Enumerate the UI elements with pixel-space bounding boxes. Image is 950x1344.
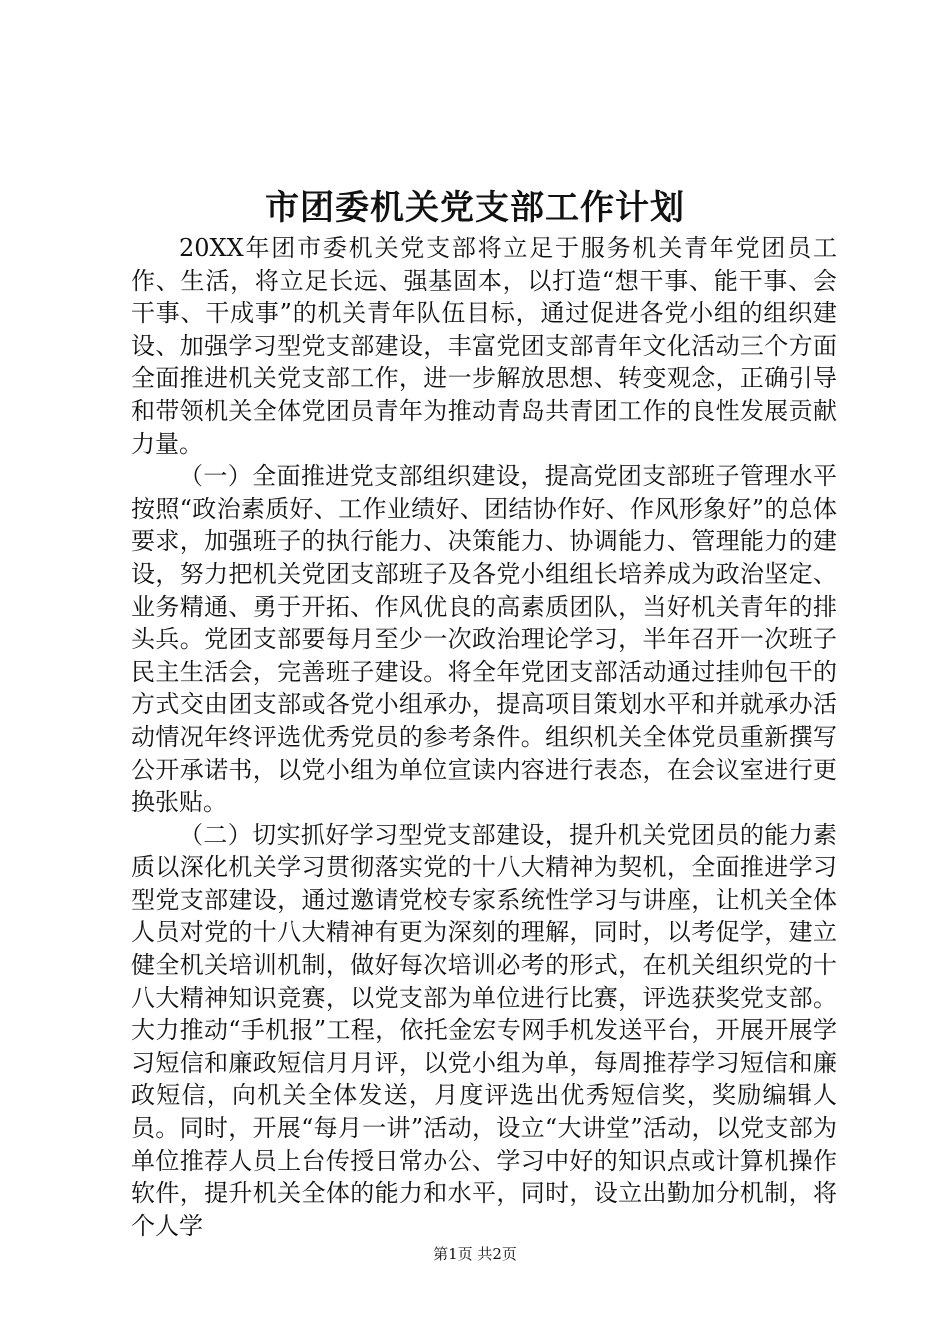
paragraph-section-1: （一）全面推进党支部组织建设，提高党团支部班子管理水平按照“政治素质好、工作业绩好、团结协作好、作风形象好”的总体要求，加强班子的执行能力、决策能力、协调能力、管理能力的建设，努力把机关党团支部班子及各党小组组长培养成为政治坚定、业务精通、勇于开拓、作风优良的高素质团队，当好机关青年的排头兵。党团支部要每月至少一次政治理论学习，半年召开一次班子民主生活会，完善班子建设。将全年党团支部活动通过挂帅包干的方式交由团支部或各党小组承办，提高项目策划水平和并就承办活动情况年终评选优秀党员的参考条件。组织机关全体党员重新撰写公开承诺书，以党小组为单位宣读内容进行表态，在会议室进行更换张贴。 bbox=[131, 462, 837, 817]
document-title: 市团委机关党支部工作计划 bbox=[265, 188, 685, 228]
page-number-footer: 第1页 共2页 bbox=[433, 1245, 517, 1263]
document-body bbox=[131, 232, 837, 1242]
paragraph-section-2: （二）切实抓好学习型党支部建设，提升机关党团员的能力素质以深化机关学习贯彻落实党的十八大精神为契机，全面推进学习型党支部建设，通过邀请党校专家系统性学习与讲座，让机关全体人员对党的十八大精神有更为深刻的理解，同时，以考促学，建立健全机关培训机制，做好每次培训必考的形式，在机关组织党的十八大精神知识竞赛，以党支部为单位进行比赛，评选获奖党支部。大力推动“手机报”工程，依托金宏专网手机发送平台，开展开展学习短信和廉政短信月月评，以党小组为单，每周推荐学习短信和廉政短信，向机关全体发送，月度评选出优秀短信奖，奖励编辑人员。同时，开展“每月一讲”活动，设立“大讲堂”活动，以党支部为单位推荐人员上台传授日常办公、学习中好的知识点或计算机操作软件，提升机关全体的能力和水平，同时，设立出勤加分机制，将个人学 bbox=[131, 820, 837, 1240]
paragraph-intro: 20XX年团市委机关党支部将立足于服务机关青年党团员工作、生活，将立足长远、强基固本，以打造“想干事、能干事、会干事、干成事”的机关青年队伍目标，通过促进各党小组的组织建设、加强学习型党支部建设，丰富党团支部青年文化活动三个方面全面推进机关党支部工作，进一步解放思想、转变观念，正确引导和带领机关全体党团员青年为推动青岛共青团工作的良性发展贡献力量。 bbox=[131, 234, 837, 458]
